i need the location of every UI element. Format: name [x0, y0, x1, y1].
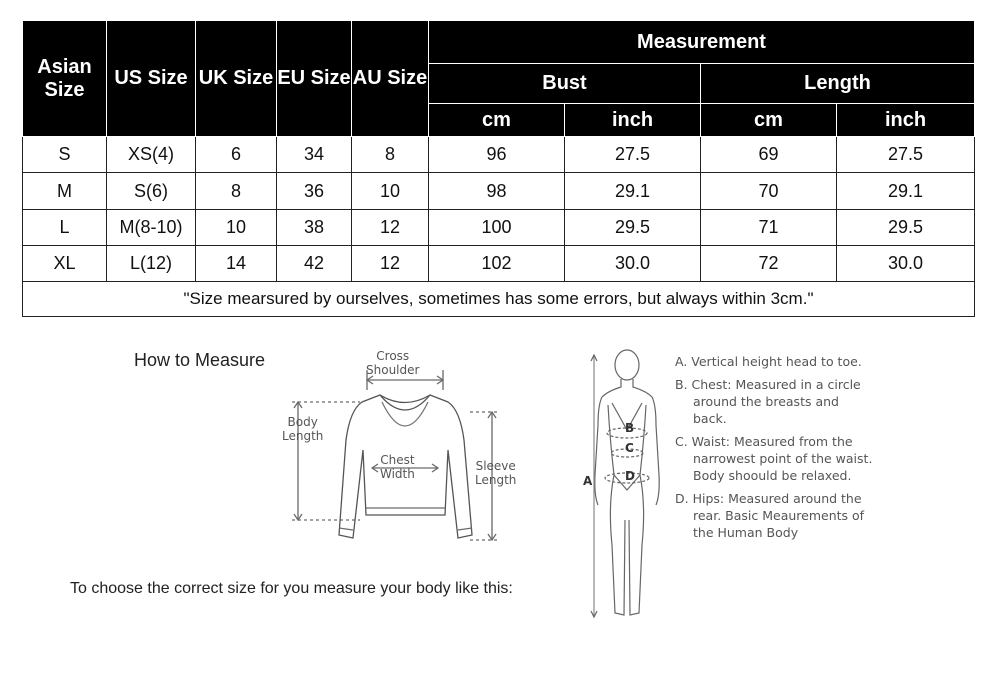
body-measure-notes: [675, 353, 875, 547]
note-hips: D. Hips: Measured around the rear. Basic Meaurements of the Human Body: [675, 491, 865, 540]
body-figure-illustration: [580, 345, 670, 635]
header-bust-inch: inch: [565, 104, 701, 137]
cell-length-cm: 72: [701, 245, 837, 281]
header-au-size: AU Size: [352, 21, 429, 137]
cell-bust-cm: 102: [429, 245, 565, 281]
cell-length-inch: 29.5: [837, 209, 975, 245]
cell-us: XS(4): [107, 137, 196, 173]
cell-asian: XL: [23, 245, 107, 281]
header-length: Length: [701, 64, 975, 104]
cell-au: 8: [352, 137, 429, 173]
cell-bust-cm: 100: [429, 209, 565, 245]
cell-eu: 34: [277, 137, 352, 173]
table-row: [23, 137, 975, 173]
cell-bust-cm: 96: [429, 137, 565, 173]
marker-d: D: [625, 469, 635, 483]
sleeve-length-label: Sleeve Length: [475, 459, 517, 487]
header-bust-cm: cm: [429, 104, 565, 137]
chest-width-label: Chest Width: [380, 453, 415, 481]
header-length-cm: cm: [701, 104, 837, 137]
header-uk-size: UK Size: [196, 21, 277, 137]
cell-length-cm: 71: [701, 209, 837, 245]
cell-asian: M: [23, 173, 107, 209]
cell-au: 12: [352, 209, 429, 245]
cell-length-inch: 29.1: [837, 173, 975, 209]
cell-au: 12: [352, 245, 429, 281]
cell-length-cm: 70: [701, 173, 837, 209]
header-eu-size: EU Size: [277, 21, 352, 137]
cell-bust-inch: 29.1: [565, 173, 701, 209]
note-waist: C. Waist: Measured from the narrowest point of the waist. Body shoould be relaxed.: [675, 434, 873, 483]
measurement-note: "Size mearsured by ourselves, sometimes has some errors, but always within 3cm.": [23, 281, 975, 316]
cell-bust-inch: 30.0: [565, 245, 701, 281]
cross-shoulder-label: Cross Shoulder: [366, 349, 420, 377]
marker-a: A: [583, 474, 593, 488]
header-measurement: Measurement: [429, 21, 975, 64]
marker-c: C: [625, 441, 634, 455]
body-length-label: Body Length: [282, 415, 324, 443]
cell-asian: S: [23, 137, 107, 173]
cell-au: 10: [352, 173, 429, 209]
measure-instruction: To choose the correct size for you measure your body like this:: [70, 580, 513, 597]
header-length-inch: inch: [837, 104, 975, 137]
header-us-size: US Size: [107, 21, 196, 137]
cell-eu: 36: [277, 173, 352, 209]
marker-b: B: [625, 421, 635, 435]
cell-bust-inch: 27.5: [565, 137, 701, 173]
cell-length-inch: 27.5: [837, 137, 975, 173]
header-asian-size: Asian Size: [23, 21, 107, 137]
cell-uk: 6: [196, 137, 277, 173]
size-chart-table: [22, 20, 975, 317]
header-bust: Bust: [429, 64, 701, 104]
cell-bust-inch: 29.5: [565, 209, 701, 245]
table-row: [23, 245, 975, 281]
how-to-measure-title: How to Measure: [134, 350, 266, 370]
cell-length-inch: 30.0: [837, 245, 975, 281]
cell-uk: 14: [196, 245, 277, 281]
cell-us: M(8-10): [107, 209, 196, 245]
cell-eu: 38: [277, 209, 352, 245]
note-vertical-height: A. Vertical height head to toe.: [675, 354, 862, 369]
cell-eu: 42: [277, 245, 352, 281]
cell-asian: L: [23, 209, 107, 245]
cell-bust-cm: 98: [429, 173, 565, 209]
cell-uk: 8: [196, 173, 277, 209]
table-row: [23, 209, 975, 245]
cell-us: L(12): [107, 245, 196, 281]
cell-length-cm: 69: [701, 137, 837, 173]
cell-uk: 10: [196, 209, 277, 245]
cell-us: S(6): [107, 173, 196, 209]
table-row: [23, 173, 975, 209]
note-chest: B. Chest: Measured in a circle around the breasts and back.: [675, 377, 861, 426]
